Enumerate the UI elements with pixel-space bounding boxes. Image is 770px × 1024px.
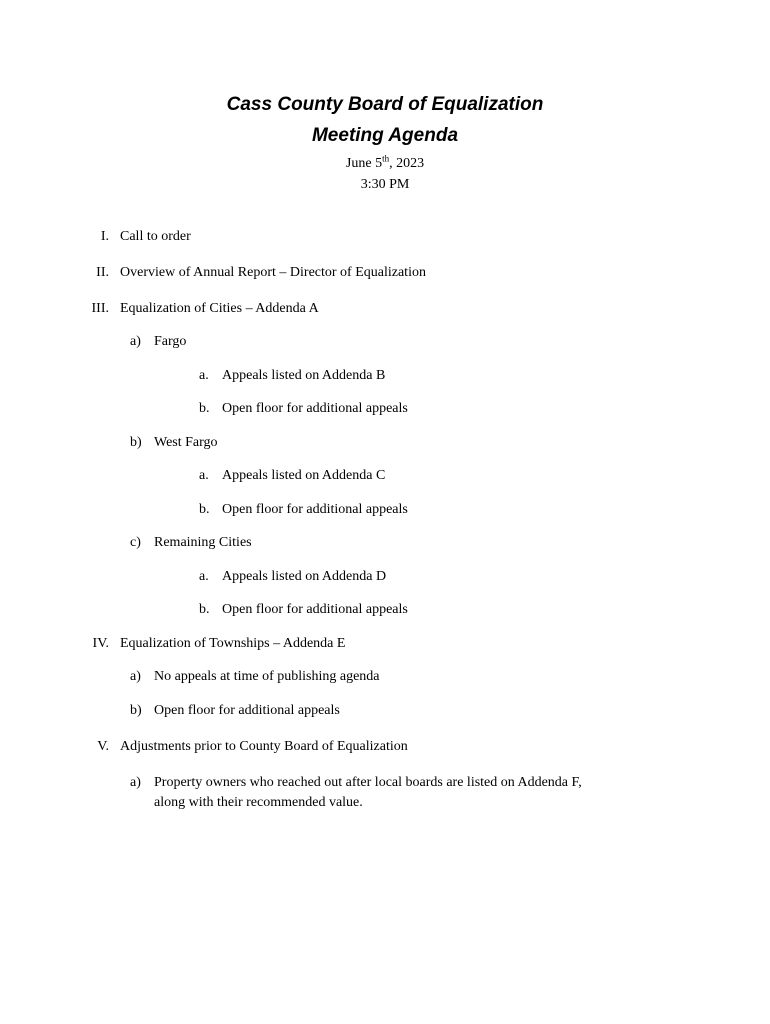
agenda-item-number: III.	[91, 301, 109, 316]
meeting-date	[0, 153, 770, 172]
page-subtitle: Meeting Agenda	[311, 125, 459, 146]
agenda-item-text: Adjustments prior to County Board of Equalization	[120, 739, 408, 754]
agenda-item-text: Overview of Annual Report – Director of Equalization	[120, 265, 426, 280]
subitem-text: along with their recommended value.	[154, 795, 363, 810]
subsubitem-letter: b.	[199, 401, 210, 416]
subitem-text: No appeals at time of publishing agenda	[154, 669, 380, 684]
subsubitem-text: Open floor for additional appeals	[222, 502, 408, 517]
subsubitem-text: Appeals listed on Addenda B	[222, 368, 386, 383]
subsubitem-letter: a.	[199, 368, 209, 383]
subitem-text: Remaining Cities	[154, 535, 252, 550]
subsubitem-text: Open floor for additional appeals	[222, 401, 408, 416]
agenda-item-text: Call to order	[120, 229, 191, 244]
agenda-item-number: IV.	[92, 636, 109, 651]
subitem-letter: b)	[130, 435, 142, 450]
subitem-text: Open floor for additional appeals	[154, 703, 340, 718]
agenda-item-number: II.	[96, 265, 109, 280]
page-title: Cass County Board of Equalization	[226, 94, 544, 115]
subitem-text: West Fargo	[154, 435, 218, 450]
subitem-letter: c)	[130, 535, 141, 550]
subitem-letter: a)	[130, 669, 141, 684]
subsubitem-letter: a.	[199, 569, 209, 584]
subitem-text: Fargo	[154, 334, 187, 349]
subsubitem-letter: b.	[199, 502, 210, 517]
subsubitem-text: Open floor for additional appeals	[222, 602, 408, 617]
subsubitem-text: Appeals listed on Addenda C	[222, 468, 386, 483]
date-ordinal: th	[382, 153, 390, 164]
date-main: June 5	[345, 156, 383, 171]
agenda-item-text: Equalization of Townships – Addenda E	[120, 636, 346, 651]
subitem-letter: b)	[130, 703, 142, 718]
subsubitem-text: Appeals listed on Addenda D	[222, 569, 387, 584]
subitem-letter: a)	[130, 334, 141, 349]
agenda-item-text: Equalization of Cities – Addenda A	[120, 301, 319, 316]
agenda-item-number: V.	[97, 739, 109, 754]
date-year: , 2023	[389, 156, 425, 171]
subitem-text: Property owners who reached out after local boards are listed on Addenda F,	[154, 775, 582, 790]
subitem-letter: a)	[130, 775, 141, 790]
subsubitem-letter: b.	[199, 602, 210, 617]
agenda-item-number: I.	[100, 229, 109, 244]
meeting-time: 3:30 PM	[360, 177, 410, 192]
subsubitem-letter: a.	[199, 468, 209, 483]
